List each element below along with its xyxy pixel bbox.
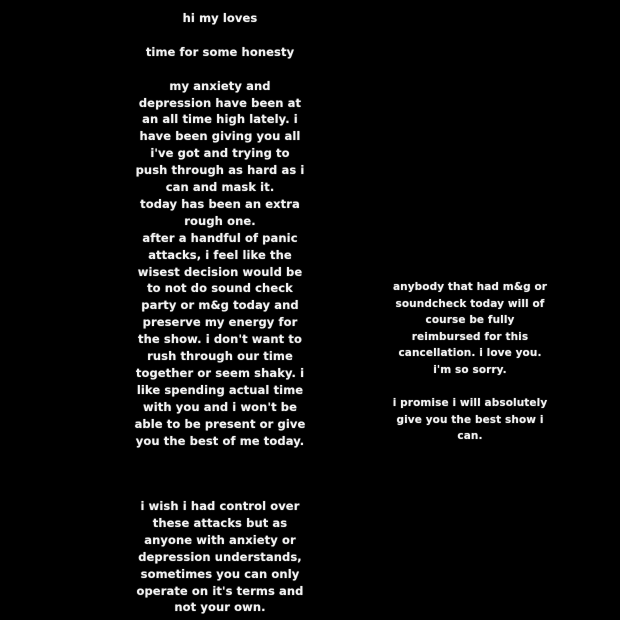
message-line: give you the best show i (396, 413, 544, 426)
message-line: can and mask it. (165, 180, 275, 195)
intro-text: time for some honesty (145, 44, 295, 59)
message-line: cancellation. i love you. (398, 347, 542, 360)
message-line: to not do sound check (147, 281, 293, 296)
message-line: sometimes you can only (140, 566, 300, 581)
spacer (100, 27, 340, 44)
message-line: operate on it's terms and (136, 583, 304, 598)
message-line: the show. i don't want to (138, 332, 302, 347)
greeting-text: hi my loves (182, 11, 258, 25)
spacer (100, 61, 340, 78)
message-line: today has been an extra (140, 196, 300, 211)
message-line: able to be present or give (134, 416, 306, 431)
message-line: i'm so sorry. (433, 363, 507, 376)
message-block-main (100, 10, 340, 450)
message-line: attacks, i feel like the (148, 247, 292, 262)
message-line: anyone with anxiety or (144, 532, 296, 547)
message-line: like spending actual time (136, 382, 304, 397)
message-line: wisest decision would be (137, 264, 303, 279)
spacer (362, 379, 578, 396)
message-block-closing (100, 498, 340, 616)
message-line: after a handful of panic (142, 230, 298, 245)
message-line: not your own. (174, 600, 266, 615)
message-line: reimbursed for this (411, 330, 529, 343)
message-line: party or m&g today and (141, 298, 299, 313)
message-line: i wish i had control over (140, 499, 300, 513)
message-line: you the best of me today. (135, 433, 305, 448)
message-line: preserve my energy for (142, 315, 298, 330)
message-line: depression have been at (138, 95, 302, 110)
message-block-reimbursement (362, 279, 578, 445)
message-line: can. (457, 430, 483, 443)
message-line: together or seem shaky. i (135, 366, 305, 380)
message-line: i promise i will absolutely (392, 397, 548, 410)
message-line: push through as hard as i (135, 163, 305, 178)
message-line: rough one. (184, 213, 256, 228)
message-line: an all time high lately. i (142, 112, 298, 127)
message-line: with you and i won't be (142, 399, 298, 414)
message-line: these attacks but as (152, 515, 288, 530)
message-line: have been giving you all (139, 129, 301, 144)
message-line: anybody that had m&g or (392, 281, 548, 293)
message-line: my anxiety and (169, 78, 271, 93)
message-line: rush through our time (147, 349, 293, 364)
message-line: soundcheck today will of (395, 297, 545, 310)
message-line: depression understands, (138, 549, 302, 564)
message-line: i've got and trying to (150, 146, 290, 161)
message-line: course be fully (425, 314, 515, 327)
